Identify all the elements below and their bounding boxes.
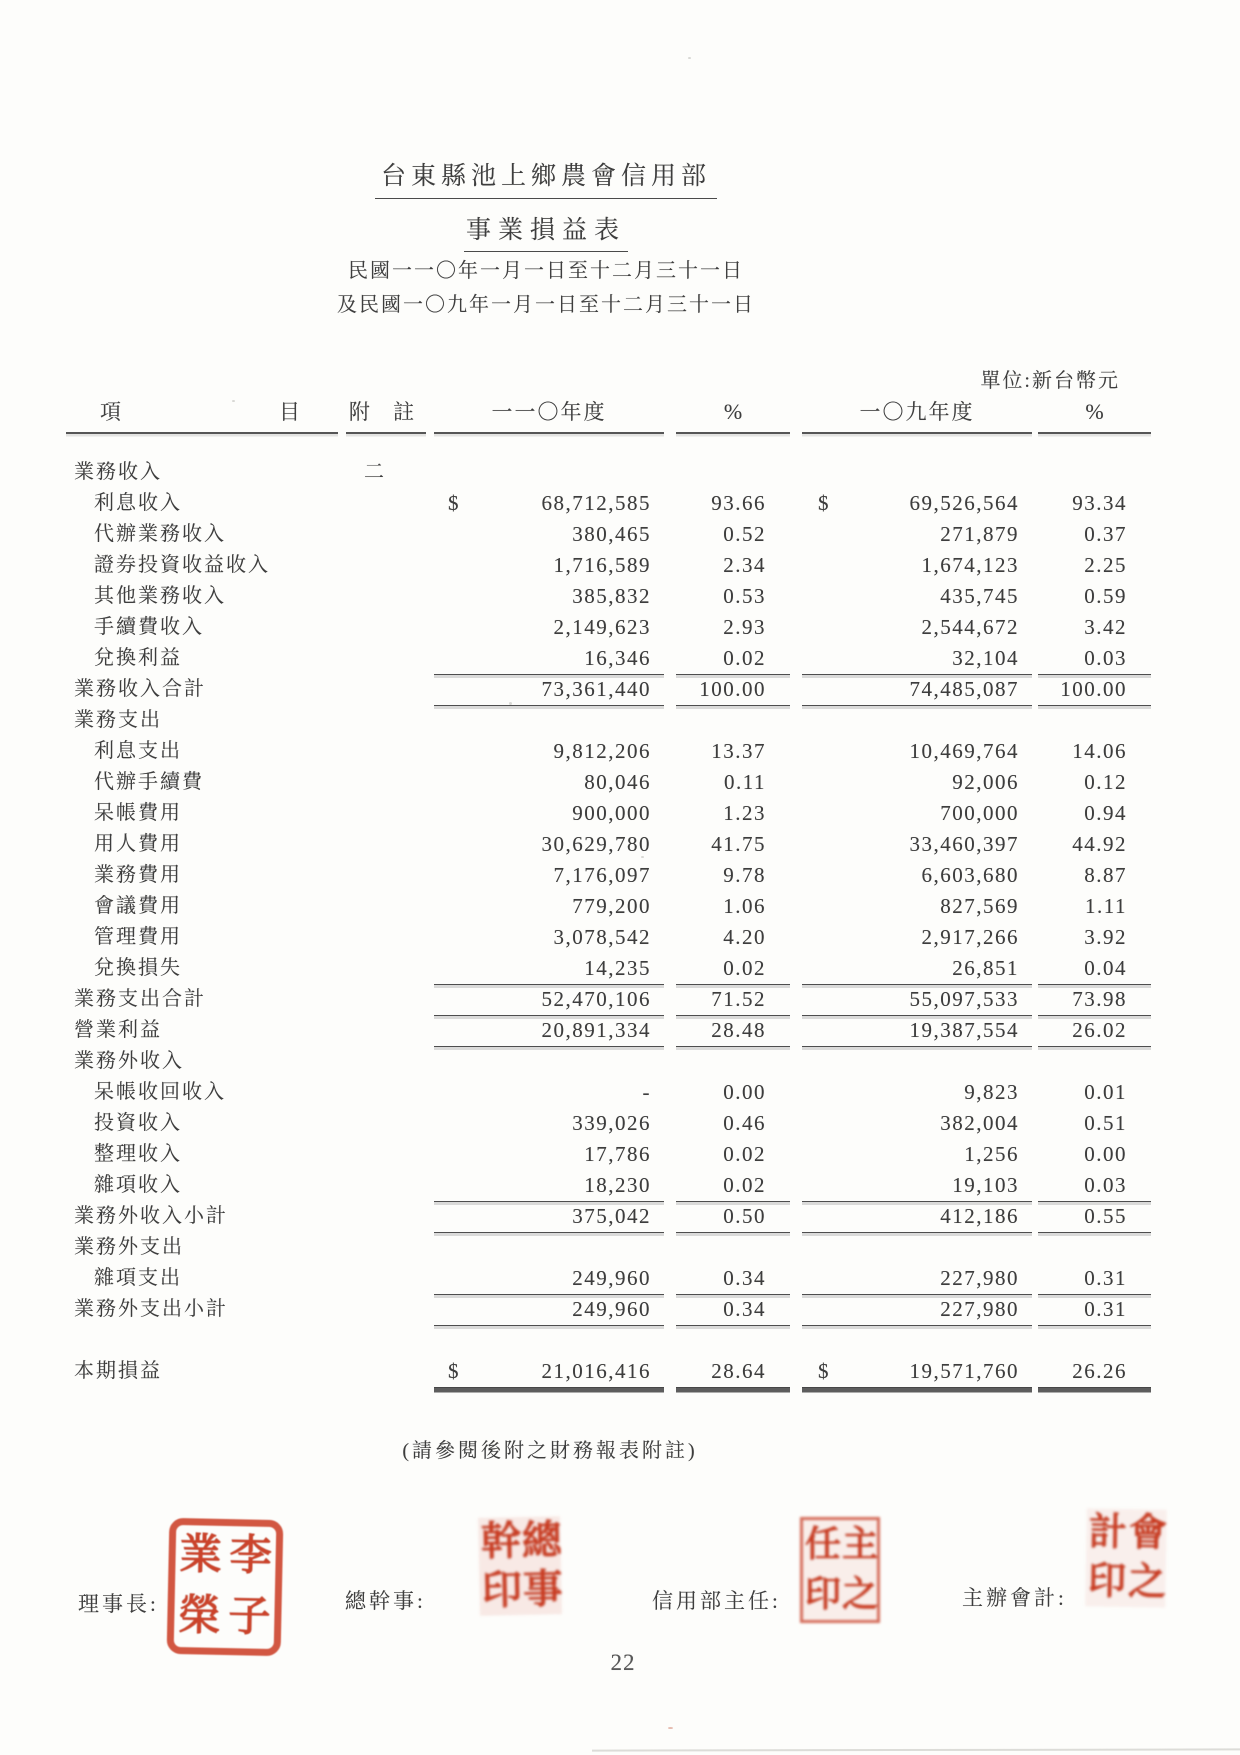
row-pct-109: 0.01	[1084, 1080, 1127, 1104]
row-label: 證券投資收益收入	[94, 554, 270, 576]
row-note	[338, 798, 434, 829]
row-pct-109: 26.02	[1038, 1015, 1151, 1047]
row-amount-109: 19,103	[802, 1170, 1032, 1202]
row-note	[338, 767, 434, 798]
row-amount-109	[802, 1325, 1032, 1356]
row-label: 兌換利益	[94, 647, 182, 669]
row-amount-109	[802, 457, 1032, 488]
column-header-pct-109: %	[1038, 394, 1151, 434]
row-amount-110: 30,629,780	[541, 832, 651, 856]
column-header-note: 附 註	[338, 394, 434, 434]
row-pct-109: 0.55	[1038, 1201, 1151, 1233]
row-amount-110	[434, 457, 664, 488]
row-label: 業務費用	[94, 864, 182, 886]
table-row	[66, 891, 1152, 922]
general-manager-seal	[478, 1516, 562, 1616]
row-label: 投資收入	[94, 1112, 182, 1134]
row-label: 利息收入	[94, 492, 182, 514]
row-amount-110: 1,716,589	[553, 553, 651, 577]
table-row	[66, 1170, 1152, 1201]
row-amount-109	[802, 1046, 1032, 1077]
dollar-sign: $	[448, 491, 459, 515]
row-note	[338, 891, 434, 922]
chief-accountant-seal	[1085, 1508, 1167, 1607]
row-amount-110: $ 68,712,585	[434, 488, 664, 519]
row-amount-109: 382,004	[940, 1111, 1019, 1135]
row-note	[338, 736, 434, 767]
row-amount-109: 19,387,554	[802, 1015, 1032, 1047]
row-label: 業務外支出小計	[74, 1298, 228, 1320]
row-label: 會議費用	[94, 895, 182, 917]
income-statement-table	[66, 394, 1152, 1387]
seal-glyph: 之	[1127, 1561, 1164, 1604]
row-pct-110	[676, 1232, 790, 1263]
row-note	[338, 1170, 434, 1202]
row-label: 管理費用	[94, 926, 182, 948]
column-header-item: 項 目	[66, 394, 338, 434]
row-amount-110: -	[642, 1080, 651, 1104]
row-note	[338, 829, 434, 860]
row-note	[338, 488, 434, 519]
row-label: 雜項收入	[94, 1174, 182, 1196]
seal-glyph: 事	[522, 1566, 560, 1612]
row-amount-110: 339,026	[572, 1111, 651, 1135]
row-pct-110: 100.00	[676, 674, 790, 706]
row-note	[338, 1201, 434, 1233]
row-note	[338, 519, 434, 550]
row-amount-110: 9,812,206	[553, 739, 651, 763]
dollar-sign: $	[818, 491, 829, 515]
row-pct-110: 0.46	[723, 1111, 766, 1135]
row-pct-109: 0.59	[1084, 584, 1127, 608]
table-row	[66, 1232, 1152, 1263]
row-label: 本期損益	[74, 1360, 162, 1382]
row-pct-109: 0.31	[1038, 1294, 1151, 1326]
row-label: 業務外支出	[74, 1236, 184, 1258]
chairman-seal	[167, 1518, 284, 1656]
dollar-sign: $	[448, 1359, 459, 1383]
chief-accountant-label: 主辦會計:	[962, 1586, 1067, 1610]
scan-edge-artifact	[592, 1748, 1240, 1751]
row-pct-110: 0.02	[676, 643, 790, 675]
table-row	[66, 953, 1152, 984]
row-pct-109: 0.51	[1084, 1111, 1127, 1135]
table-row	[66, 705, 1152, 736]
row-amount-109: 74,485,087	[802, 674, 1032, 706]
row-pct-110: 0.53	[723, 584, 766, 608]
row-pct-109: 0.00	[1084, 1142, 1127, 1166]
row-pct-109	[1038, 457, 1151, 488]
table-row	[66, 860, 1152, 891]
row-pct-109: 73.98	[1038, 984, 1151, 1016]
row-note	[338, 860, 434, 891]
table-body	[66, 457, 1152, 1387]
dollar-sign: $	[818, 1359, 829, 1383]
row-label: 營業利益	[74, 1019, 162, 1041]
row-note	[338, 1108, 434, 1139]
period-line-prior-year: 及民國一〇九年一月一日至十二月三十一日	[337, 294, 755, 316]
row-pct-110	[676, 1046, 790, 1077]
table-row	[66, 674, 1152, 705]
row-note	[338, 1232, 434, 1263]
row-amount-109	[802, 1232, 1032, 1263]
row-amount-110: 375,042	[434, 1201, 664, 1233]
column-header-year-110: 一一〇年度	[434, 394, 664, 434]
row-note	[338, 1325, 434, 1356]
row-note	[338, 953, 434, 985]
row-label: 業務外收入小計	[74, 1205, 228, 1227]
table-row	[66, 1263, 1152, 1294]
row-pct-109: 3.42	[1084, 615, 1127, 639]
row-amount-110: 779,200	[572, 894, 651, 918]
table-row	[66, 643, 1152, 674]
row-note: 二	[364, 461, 388, 483]
row-label: 呆帳費用	[94, 802, 182, 824]
scan-speck	[688, 57, 691, 59]
row-note	[338, 1077, 434, 1108]
row-amount-110: 20,891,334	[434, 1015, 664, 1047]
row-label: 手續費收入	[94, 616, 204, 638]
table-row	[66, 612, 1152, 643]
row-label: 代辦手續費	[94, 771, 204, 793]
table-row	[66, 798, 1152, 829]
row-amount-110: 80,046	[584, 770, 651, 794]
row-amount-109: 9,823	[964, 1080, 1019, 1104]
table-row	[66, 488, 1152, 519]
row-amount-110	[434, 1046, 664, 1077]
row-label: 業務外收入	[74, 1050, 184, 1072]
period-line-current-year: 民國一一〇年一月一日至十二月三十一日	[348, 260, 744, 282]
table-row	[66, 1294, 1152, 1325]
row-amount-109: 32,104	[802, 643, 1032, 675]
table-row	[66, 767, 1152, 798]
row-pct-109: 44.92	[1072, 832, 1127, 856]
row-note	[338, 612, 434, 643]
row-note	[338, 1015, 434, 1047]
row-amount-110: 2,149,623	[553, 615, 651, 639]
row-pct-109: 26.26	[1038, 1356, 1151, 1388]
row-amount-110: 52,470,106	[434, 984, 664, 1016]
seal-glyph: 幹	[480, 1518, 518, 1564]
seal-glyph: 計	[1088, 1511, 1125, 1554]
row-pct-110: 9.78	[723, 863, 766, 887]
row-amount-109: 827,569	[940, 894, 1019, 918]
page-number: 22	[610, 1650, 636, 1675]
row-pct-110: 0.02	[723, 1142, 766, 1166]
row-amount-109: 227,980	[802, 1263, 1032, 1295]
row-amount-110: 249,960	[434, 1294, 664, 1326]
row-note	[338, 1046, 434, 1077]
row-amount-110: 16,346	[434, 643, 664, 675]
row-note	[338, 1294, 434, 1326]
scan-speck	[232, 400, 235, 402]
row-pct-110: 4.20	[723, 925, 766, 949]
table-row	[66, 736, 1152, 767]
row-pct-110: 0.52	[723, 522, 766, 546]
row-note	[338, 984, 434, 1016]
row-amount-110: 17,786	[584, 1142, 651, 1166]
row-pct-110: 41.75	[711, 832, 766, 856]
seal-glyph: 主	[841, 1524, 875, 1564]
general-manager-label: 總幹事:	[345, 1589, 426, 1613]
scan-speck	[509, 702, 512, 705]
table-row	[66, 519, 1152, 550]
row-amount-110: 14,235	[434, 953, 664, 985]
seal-glyph: 印	[804, 1574, 838, 1614]
row-pct-110: 0.11	[724, 770, 766, 794]
seal-glyph: 子	[227, 1594, 271, 1641]
table-row	[66, 1356, 1152, 1387]
chairman-label: 理事長:	[78, 1592, 159, 1616]
row-amount-109: 10,469,764	[909, 739, 1019, 763]
row-amount-109: 92,006	[952, 770, 1019, 794]
row-pct-110: 1.23	[723, 801, 766, 825]
credit-dept-chief-seal	[800, 1517, 880, 1623]
table-row	[66, 1325, 1152, 1356]
row-pct-109: 100.00	[1038, 674, 1151, 706]
row-pct-109	[1038, 1232, 1151, 1263]
seal-glyph: 業	[179, 1532, 223, 1579]
seal-glyph: 會	[1128, 1512, 1165, 1555]
row-amount-110: 249,960	[434, 1263, 664, 1295]
row-pct-109: 0.03	[1038, 643, 1151, 675]
table-row	[66, 829, 1152, 860]
row-note	[338, 1139, 434, 1170]
row-pct-109: 3.92	[1084, 925, 1127, 949]
report-title-text: 事業損益表	[464, 217, 628, 252]
row-amount-109: 33,460,397	[909, 832, 1019, 856]
row-label: 用人費用	[94, 833, 182, 855]
row-pct-110: 2.34	[723, 553, 766, 577]
row-note	[338, 643, 434, 675]
row-amount-110: 3,078,542	[553, 925, 651, 949]
seal-glyph: 之	[841, 1574, 875, 1614]
row-amount-110: 18,230	[434, 1170, 664, 1202]
row-label: 業務收入	[74, 461, 162, 483]
currency-unit-label: 單位:新台幣元	[980, 370, 1120, 392]
row-amount-109: 412,186	[802, 1201, 1032, 1233]
row-label: 業務支出	[74, 709, 162, 731]
row-pct-110: 0.00	[723, 1080, 766, 1104]
row-amount-109: 700,000	[940, 801, 1019, 825]
row-amount-110	[434, 1325, 664, 1356]
seal-glyph: 李	[229, 1533, 273, 1580]
report-title	[0, 210, 1092, 246]
row-note	[338, 922, 434, 953]
row-note	[338, 705, 434, 736]
row-amount-110: 380,465	[572, 522, 651, 546]
row-pct-110: 13.37	[711, 739, 766, 763]
table-row	[66, 550, 1152, 581]
row-amount-109: 55,097,533	[802, 984, 1032, 1016]
row-pct-110: 71.52	[676, 984, 790, 1016]
seal-glyph: 印	[481, 1567, 519, 1613]
row-amount-109: 2,917,266	[921, 925, 1019, 949]
row-pct-109	[1038, 1046, 1151, 1077]
table-row	[66, 1015, 1152, 1046]
table-row	[66, 1139, 1152, 1170]
row-pct-110: 0.34	[676, 1263, 790, 1295]
row-pct-110	[676, 457, 790, 488]
row-pct-109: 0.04	[1038, 953, 1151, 985]
row-pct-109: 0.94	[1084, 801, 1127, 825]
row-amount-109: $ 19,571,760	[802, 1356, 1032, 1388]
row-amount-109: 271,879	[940, 522, 1019, 546]
row-pct-110: 0.34	[676, 1294, 790, 1326]
row-pct-109: 8.87	[1084, 863, 1127, 887]
row-pct-110: 0.02	[676, 953, 790, 985]
row-amount-109: 1,674,123	[921, 553, 1019, 577]
row-label: 業務收入合計	[74, 678, 206, 700]
row-label: 利息支出	[94, 740, 182, 762]
row-note	[338, 581, 434, 612]
row-pct-109: 2.25	[1084, 553, 1127, 577]
row-amount-109: 26,851	[802, 953, 1032, 985]
scan-speck	[641, 856, 644, 858]
table-row	[66, 1108, 1152, 1139]
row-pct-110: 0.50	[676, 1201, 790, 1233]
organization-title	[0, 156, 1092, 192]
row-amount-110	[434, 1232, 664, 1263]
row-note	[338, 550, 434, 581]
row-pct-110: 0.02	[676, 1170, 790, 1202]
row-pct-109: 0.31	[1038, 1263, 1151, 1295]
organization-title-text: 台東縣池上鄉農會信用部	[375, 163, 717, 199]
row-pct-110	[676, 705, 790, 736]
row-amount-109: 227,980	[802, 1294, 1032, 1326]
row-label: 代辦業務收入	[94, 523, 226, 545]
row-label	[66, 1325, 338, 1356]
column-header-year-109: 一〇九年度	[802, 394, 1032, 434]
row-pct-110: 93.66	[711, 491, 766, 515]
row-amount-109: 435,745	[940, 584, 1019, 608]
row-pct-109: 0.37	[1084, 522, 1127, 546]
row-pct-109: 14.06	[1072, 739, 1127, 763]
row-amount-110: 385,832	[572, 584, 651, 608]
table-row	[66, 1201, 1152, 1232]
seal-glyph: 任	[804, 1524, 838, 1564]
row-note	[338, 1263, 434, 1295]
row-amount-109	[802, 705, 1032, 736]
row-pct-110	[676, 1325, 790, 1356]
row-amount-109: $ 69,526,564	[802, 488, 1032, 519]
row-pct-110: 2.93	[723, 615, 766, 639]
row-pct-109	[1038, 1325, 1151, 1356]
row-pct-109: 0.12	[1084, 770, 1127, 794]
row-label: 雜項支出	[94, 1267, 182, 1289]
seal-glyph: 總	[521, 1517, 559, 1563]
seal-glyph: 印	[1087, 1560, 1124, 1603]
row-amount-109: 1,256	[964, 1142, 1019, 1166]
table-row	[66, 984, 1152, 1015]
table-row	[66, 581, 1152, 612]
row-amount-110	[434, 705, 664, 736]
row-amount-110: 900,000	[572, 801, 651, 825]
row-amount-109: 6,603,680	[921, 863, 1019, 887]
row-amount-109: 2,544,672	[921, 615, 1019, 639]
row-amount-110: $ 21,016,416	[434, 1356, 664, 1388]
row-note	[338, 1356, 434, 1388]
table-row	[66, 457, 1152, 488]
table-row	[66, 922, 1152, 953]
column-header-pct-110: %	[676, 394, 790, 434]
credit-dept-chief-label: 信用部主任:	[652, 1589, 781, 1613]
table-header-row	[66, 394, 1152, 434]
row-label: 業務支出合計	[74, 988, 206, 1010]
row-label: 兌換損失	[94, 957, 182, 979]
row-label: 其他業務收入	[94, 585, 226, 607]
row-note	[338, 674, 434, 706]
row-pct-109: 0.03	[1038, 1170, 1151, 1202]
row-amount-110: 7,176,097	[553, 863, 651, 887]
row-label: 呆帳收回收入	[94, 1081, 226, 1103]
row-pct-110: 28.64	[676, 1356, 790, 1388]
table-row	[66, 1046, 1152, 1077]
row-label: 整理收入	[94, 1143, 182, 1165]
row-pct-110: 1.06	[723, 894, 766, 918]
seal-glyph: 榮	[177, 1593, 221, 1640]
scan-speck	[668, 1727, 673, 1729]
row-pct-110: 28.48	[676, 1015, 790, 1047]
row-pct-109: 1.11	[1085, 894, 1127, 918]
row-pct-109: 93.34	[1072, 491, 1127, 515]
table-row	[66, 1077, 1152, 1108]
row-pct-109	[1038, 705, 1151, 736]
financial-statement-footnote: (請參閱後附之財務報表附註)	[402, 1440, 698, 1462]
row-amount-110: 73,361,440	[434, 674, 664, 706]
